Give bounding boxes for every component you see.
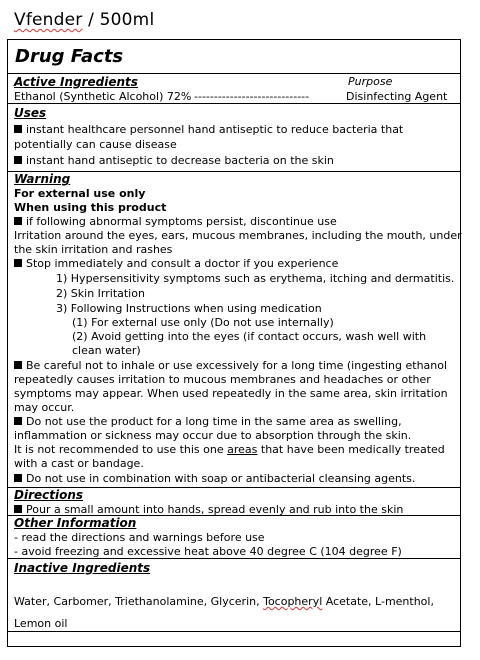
warning-line-2: Irritation around the eyes, ears, mucous membranes, including the mouth, under [14,229,462,242]
bullet-icon [14,474,22,482]
warning-line-19: Do not use in combination with soap or antibacterial cleansing agents. [14,472,415,486]
uses-item-1: instant healthcare personnel hand antiseptic to reduce bacteria that [14,123,403,137]
drug-facts-panel [7,39,461,647]
purpose-value: Disinfecting Agent [346,90,448,103]
other-line-1: - read the directions and warnings before use [14,531,265,544]
bullet-icon [14,125,22,133]
warning-when-using: When using this product [14,201,167,214]
warning-external: For external use only [14,187,146,200]
bullet-icon [14,259,22,267]
inactive-ingredients-header: Inactive Ingredients [14,561,151,575]
bullet-icon [14,417,22,425]
product-title [14,10,154,30]
directions-line-1: Pour a small amount into hands, spread evenly and rub into the skin [14,503,403,517]
other-information-header: Other Information [14,516,137,530]
bullet-icon [14,361,22,369]
bullet-icon [14,217,22,225]
uses-item-2: instant hand antiseptic to decrease bacteria on the skin [14,154,334,168]
uses-header: Uses [14,106,47,120]
warning-line-15: Do not use the product for a long time in the same area as swelling, [14,415,402,429]
directions-header: Directions [14,488,84,502]
warning-line-16: inflammation or sickness may occur due to absorption through the skin. [14,429,412,442]
warning-line-6: 2) Skin Irritation [56,287,145,300]
warning-line-12: repeatedly causes irritation to mucous membranes and headaches or other [14,373,431,386]
warning-header: Warning [14,172,71,186]
purpose-header: Purpose [348,75,393,88]
active-ingredient: Ethanol (Synthetic Alcohol) 72% [14,90,192,103]
active-ingredients-header: Active Ingredients [14,75,138,89]
inactive-line-1: Water, Carbomer, Triethanolamine, Glycerin, Tocopheryl Acetate, L-menthol, [14,595,434,608]
bullet-icon [14,505,22,513]
other-line-2: - avoid freezing and excessive heat above 40 degree C (104 degree F) [14,545,402,558]
warning-line-3: the skin irritation and rashes [14,243,173,256]
warning-line-7: 3) Following Instructions when using medication [56,302,322,315]
uses-item-1-cont: potentially can cause disease [14,138,177,151]
bullet-icon [14,156,22,164]
warning-line-8: (1) For external use only (Do not use internally) [72,316,334,329]
warning-line-18: with a cast or bandage. [14,457,144,470]
warning-line-13: symptoms may appear. When used repeatedly in the same area, skin irritation [14,387,448,400]
leader-dashes: ----------------------------- [194,90,310,103]
product-brand: Vfender [14,10,83,30]
warning-line-1: if following abnormal symptoms persist, discontinue use [14,215,337,229]
warning-line-11: Be careful not to inhale or use excessively for a long time (ingesting ethanol [14,359,447,373]
product-size: / 500ml [82,10,155,30]
inactive-line-2: Lemon oil [14,617,68,630]
warning-line-4: Stop immediately and consult a doctor if you experience [14,257,338,271]
warning-line-10: clean water) [72,344,141,357]
drug-facts-title: Drug Facts [15,46,124,67]
warning-line-5: 1) Hypersensitivity symptoms such as erythema, itching and dermatitis. [56,272,455,285]
warning-line-9: (2) Avoid getting into the eyes (if contact occurs, wash well with [72,330,427,343]
warning-line-17: It is not recommended to use this one areas that have been medically treated [14,443,445,456]
warning-line-14: may occur. [14,401,75,414]
